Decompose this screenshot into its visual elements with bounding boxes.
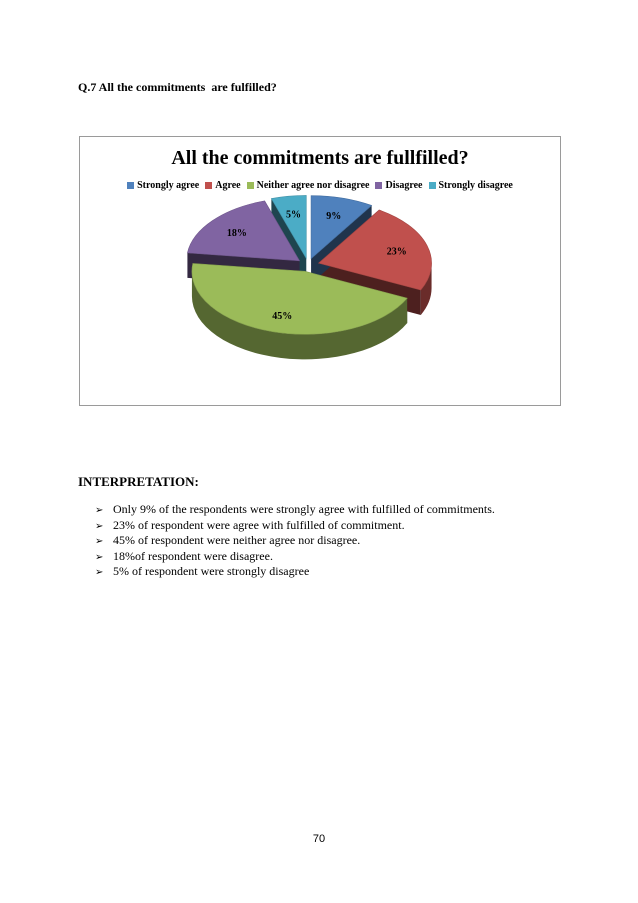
list-item [95,564,495,580]
list-item-text: Only 9% of the respondents were strongly agree with fulfilled of commitments. [113,502,495,516]
arrow-bullet-icon: ➢ [95,567,104,578]
list-item-text: 5% of respondent were strongly disagree [113,564,310,578]
legend-label: Agree [215,180,241,191]
list-item [95,549,495,565]
interpretation-list [95,502,495,580]
legend-label: Disagree [385,180,423,191]
pie-data-label: 18% [226,227,247,239]
arrow-bullet-icon: ➢ [95,505,104,516]
list-item [95,518,495,534]
pie-data-label: 9% [326,211,342,223]
legend-label: Neither agree nor disagree [256,180,370,191]
pie-chart [79,136,561,406]
pie-data-label: 23% [386,246,407,258]
list-item [95,533,495,549]
list-item-text: 23% of respondent were agree with fulfilled of commitment. [113,517,405,532]
arrow-bullet-icon: ➢ [95,520,104,532]
interpretation-heading: INTERPRETATION: [78,474,199,489]
list-item-text: 18%of respondent were disagree. [113,548,273,563]
pie-data-label: 5% [286,209,302,221]
pie-data-label: 45% [272,310,293,322]
legend-label: Strongly agree [137,180,200,191]
list-item-text: 45% of respondent were neither agree nor disagree. [113,533,361,547]
question-heading: Q.7 All the commitments are fulfilled? [78,80,277,94]
pie-chart-svg [80,137,560,405]
chart-title: All the commitments are fullfilled? [171,147,469,169]
arrow-bullet-icon: ➢ [95,536,104,547]
arrow-bullet-icon: ➢ [95,551,104,563]
list-item [95,502,495,518]
page-number: 70 [312,833,326,845]
legend-label: Strongly disagree [438,180,513,191]
